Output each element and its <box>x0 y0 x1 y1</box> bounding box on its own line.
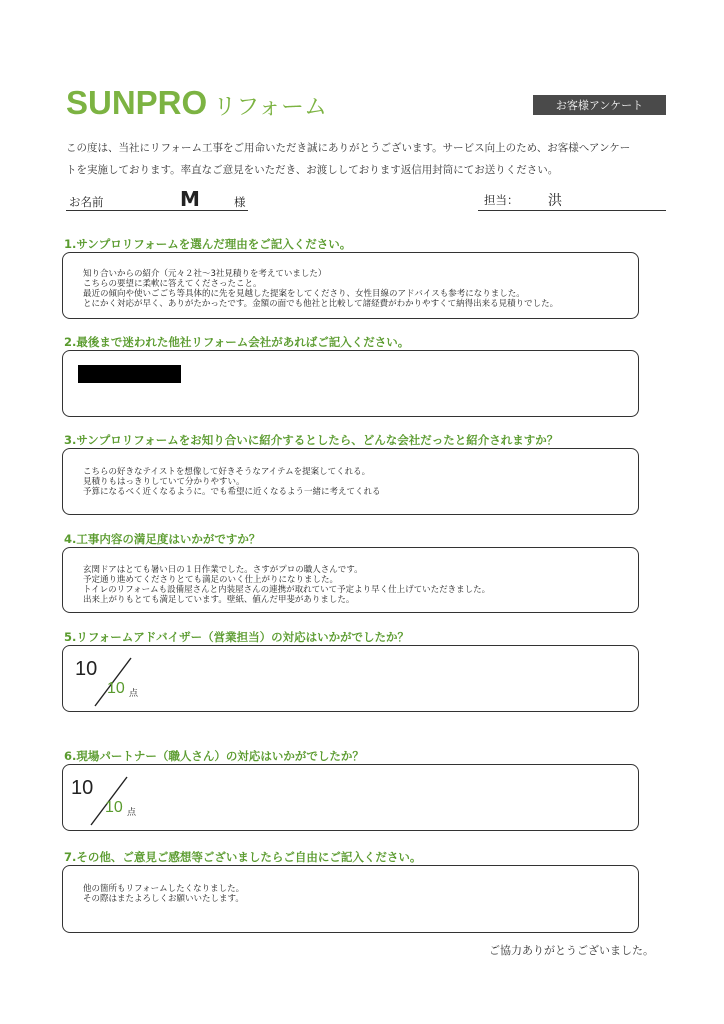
question-7-answer-box <box>62 865 639 933</box>
question-5-unit: 点 <box>129 689 139 699</box>
question-6-max: 10 <box>105 799 123 816</box>
customer-name-suffix: 様 <box>234 195 246 209</box>
question-5-max: 10 <box>107 680 125 697</box>
question-5-answer-box <box>62 645 639 712</box>
question-5-title: 5.リフォームアドバイザー（営業担当）の対応はいかがでしたか？ <box>64 630 410 644</box>
company-logo <box>66 84 327 120</box>
question-1-answer-box <box>62 252 639 319</box>
question-4-title: 4.工事内容の満足度はいかがですか？ <box>64 532 261 546</box>
intro-line-1: この度は、当社にリフォーム工事をご用命いただき誠にありがとうございます。サービス向上のため、お客様へアンケー <box>66 142 631 154</box>
question-4-answer-box <box>62 547 639 613</box>
question-7-answer: 他の箇所もリフォームしたくなりました。 その際はまたよろしくお願いいたします。 <box>83 884 245 904</box>
question-1-answer: 知り合いからの紹介（元々２社～3社見積りを考えていました） こちらの要望に柔軟に答えてくださったこと。 最近の傾向や使いごごち等具体的に先を見越した提案をしてくださり、女性目線のアドバイスも参考になりました。 とにかく対応が早く、ありがたかったです。金額の面でも他社と比較して諸経費がわかりやすくて納得出来る見積りでした。 <box>83 269 559 309</box>
question-3-answer-box <box>62 448 639 515</box>
thanks-text: ご協力ありがとうございました。 <box>489 944 654 957</box>
question-6-answer-box <box>62 764 639 831</box>
question-1-title: 1.サンプロリフォームを選んだ理由をご記入ください。 <box>64 237 352 251</box>
question-7-title: 7.その他、ご意見ご感想等ございましたらご自由にご記入ください。 <box>64 850 422 864</box>
intro-text <box>66 137 666 181</box>
question-5-score: 10 <box>75 658 98 680</box>
redacted-block <box>78 365 181 383</box>
question-6-title: 6.現場パートナー（職人さん）の対応はいかがでしたか？ <box>64 749 364 763</box>
question-2-answer-box <box>62 350 639 417</box>
logo-brand: SUNPRO <box>66 84 208 121</box>
intro-line-2: トを実施しております。率直なご意見をいただき、お渡ししております返信用封筒にてお送りください。 <box>66 164 559 176</box>
customer-name-value: M <box>180 187 200 211</box>
customer-name-field <box>66 187 248 211</box>
survey-badge: お客様アンケート <box>533 95 666 115</box>
question-3-title: 3.サンプロリフォームをお知り合いに紹介するとしたら、どんな会社だったと紹介されますか？ <box>64 433 559 447</box>
staff-label: 担当： <box>484 193 519 207</box>
question-2-title: 2.最後まで迷われた他社リフォーム会社があればご記入ください。 <box>64 335 410 349</box>
logo-sub: リフォーム <box>213 94 328 120</box>
question-6-score: 10 <box>71 777 94 799</box>
question-6-unit: 点 <box>127 808 137 818</box>
staff-field <box>478 187 666 211</box>
staff-value: 洪 <box>548 193 562 209</box>
question-3-answer: こちらの好きなテイストを想像して好きそうなアイテムを提案してくれる。 見積りもはっきりしていて分かりやすい。 予算になるべく近くなるように。でも希望に近くなるよう一緒に考えてくれる <box>83 467 381 497</box>
customer-name-label: お名前 <box>69 195 104 209</box>
question-4-answer: 玄関ドアはとても暑い日の１日作業でした。さすがプロの職人さんです。 予定通り進めてくださりとても満足のいく仕上がりになりました。 トイレのリフォームも設備屋さんと内装屋さんの連携が取れていて予定より早く仕上げていただきました。 出来上がりもとても満足しています。壁紙、値んだ甲斐がありました。 <box>83 565 491 605</box>
